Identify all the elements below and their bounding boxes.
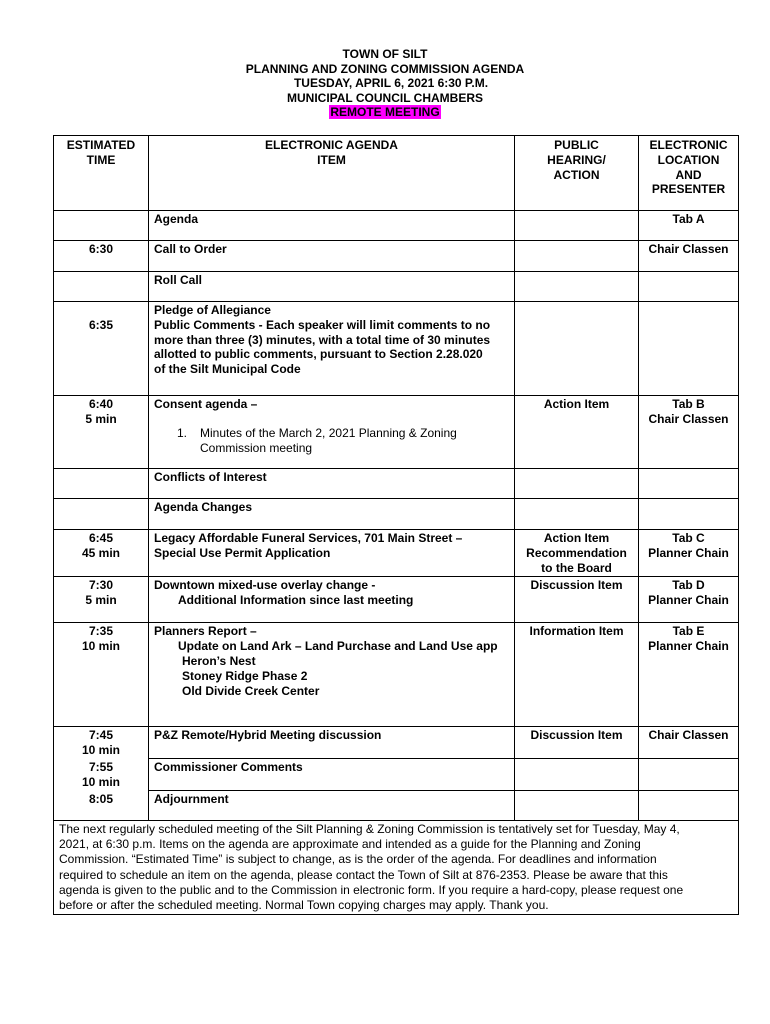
item-consent-agenda: Consent agenda – 1. Minutes of the March 2, 2021 Planning & Zoning Commission meeting: [149, 396, 515, 469]
meeting-date: TUESDAY, APRIL 6, 2021 6:30 P.M.: [293, 76, 489, 91]
header-time: ESTIMATED TIME: [54, 136, 149, 211]
table-row: 7:30 5 min Downtown mixed-use overlay change - Additional Information since last meeting Discussion Item Tab D Planner Chain: [54, 577, 739, 623]
remote-meeting-label: REMOTE MEETING: [330, 105, 440, 120]
table-row: 6:40 5 min Consent agenda – 1. Minutes of the March 2, 2021 Planning & Zoning Commission meeting Action Item Tab B Chair Classen: [54, 396, 739, 469]
header-item: ELECTRONIC AGENDA ITEM: [149, 136, 515, 211]
item-pledge-and-comments: Pledge of Allegiance Public Comments - Each speaker will limit comments to no more than three (3) minutes, with a total time of 30 minutes allotted to public comments, pursuant to Section 2.28.020 of the Silt Municipal Code: [149, 302, 515, 396]
header-action: PUBLIC HEARING/ ACTION: [515, 136, 639, 211]
item-downtown-overlay: Downtown mixed-use overlay change - Additional Information since last meeting: [149, 577, 515, 623]
item-planners-report: Planners Report – Update on Land Ark – Land Purchase and Land Use app Heron’s Nest Stoney Ridge Phase 2 Old Divide Creek Center: [149, 623, 515, 727]
table-row: 6:45 45 min Legacy Affordable Funeral Services, 701 Main Street – Special Use Permit Application Action Item Recommendation to the Board Tab C Planner Chain: [54, 530, 739, 577]
document-header: [0, 47, 770, 120]
table-row: 7:55 10 min Commissioner Comments: [54, 759, 739, 791]
table-row: [54, 469, 739, 499]
header-location: ELECTRONIC LOCATION AND PRESENTER: [639, 136, 739, 211]
agenda-title: PLANNING AND ZONING COMMISSION AGENDA: [245, 61, 525, 76]
item-pz-remote-hybrid: P&Z Remote/Hybrid Meeting discussion: [149, 727, 515, 759]
footer-note: The next regularly scheduled meeting of the Silt Planning & Zoning Commission is tentatively set for Tuesday, May 4, 2021, at 6:30 p.m. Items on the agenda are approximate and intended as a guide for the Planning and Zoning Commission. “Estimated Time” is subject to change, as is the order of the agenda. For deadlines and information required to schedule an item on the agenda, please contact the Town of Silt at 876-2353. Please be aware that this agenda is given to the public and to the Commission in electronic form. If you require a hard-copy, please request one before or after the scheduled meeting. Normal Town copying charges may apply. Thank you.: [54, 821, 739, 915]
table-row: 7:35 10 min Planners Report – Update on Land Ark – Land Purchase and Land Use app Heron’s Nest Stoney Ridge Phase 2 Old Divide Creek Center Information Item Tab E Planner Chain: [54, 623, 739, 727]
item-adjournment: Adjournment: [149, 791, 515, 821]
item-call-to-order: Call to Order: [149, 241, 515, 272]
table-row: [54, 272, 739, 302]
item-agenda: Agenda: [149, 211, 515, 241]
table-header-row: [54, 136, 739, 211]
item-legacy-funeral: Legacy Affordable Funeral Services, 701 Main Street – Special Use Permit Application: [149, 530, 515, 577]
table-row: 6:35 Pledge of Allegiance Public Comments - Each speaker will limit comments to no more than three (3) minutes, with a total time of 30 minutes allotted to public comments, pursuant to Section 2.28.020 of the Silt Municipal Code: [54, 302, 739, 396]
table-row: Agenda Tab A: [54, 211, 739, 241]
agenda-table: [53, 135, 739, 915]
table-row: 8:05 Adjournment: [54, 791, 739, 821]
footer-row: [54, 821, 739, 915]
item-agenda-changes: Agenda Changes: [149, 499, 515, 530]
item-commissioner-comments: Commissioner Comments: [149, 759, 515, 791]
item-conflicts: Conflicts of Interest: [149, 469, 515, 499]
item-roll-call: Roll Call: [149, 272, 515, 302]
town-name: TOWN OF SILT: [342, 47, 428, 61]
table-row: 7:45 10 min P&Z Remote/Hybrid Meeting discussion Discussion Item Chair Classen: [54, 727, 739, 759]
meeting-venue: MUNICIPAL COUNCIL CHAMBERS: [286, 90, 483, 105]
consent-sub-item: 1. Minutes of the March 2, 2021 Planning & Zoning Commission meeting: [177, 425, 457, 455]
table-row: 6:30 Call to Order Chair Classen: [54, 241, 739, 272]
table-row: [54, 499, 739, 530]
